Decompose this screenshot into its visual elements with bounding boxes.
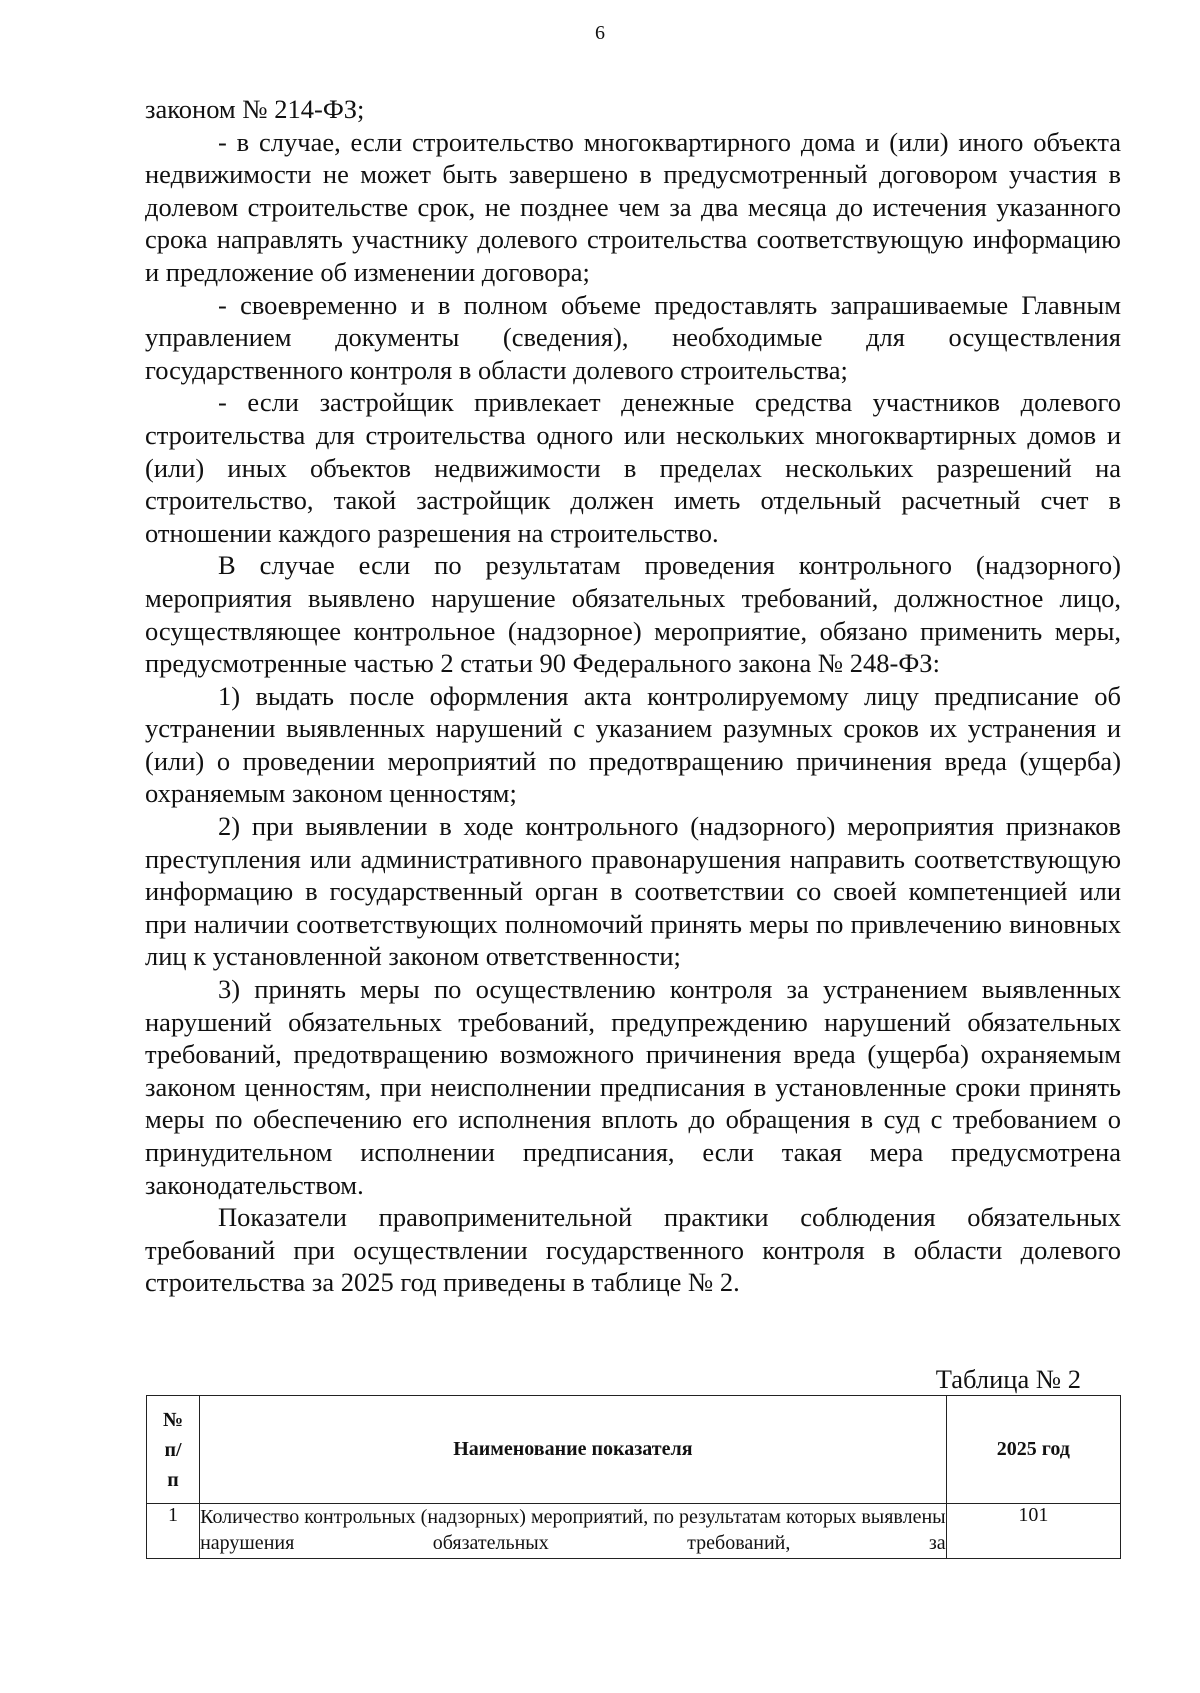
paragraph: Показатели правоприменительной практики соблюдения обязательных требований при осуществлении государственного контроля в области долевого строительства за 2025 год приведены в таблице № 2. (145, 1202, 1121, 1298)
paragraph: - в случае, если строительство многоквартирного дома и (или) иного объекта недвижимости не может быть завершено в предусмотренный договором участия в долевом строительстве срок, не позднее чем за два месяца до истечения указанного срока направлять участнику долевого строительства соответствующую информацию и предложение об изменении договора; (145, 126, 1122, 287)
paragraph: - своевременно и в полном объеме предоставлять запрашиваемые Главным управлением документы (сведения), необходимые для осуществления государственного контроля в области долевого строительства; (145, 289, 1121, 385)
paragraph: законом № 214-ФЗ; (145, 94, 365, 124)
page-number: 6 (595, 22, 605, 44)
paragraph: 3) принять меры по осуществлению контроля за устранением выявленных нарушений обязательных требований, предупреждению нарушений обязательных требований, предотвращению возможного причинения вреда (ущерба) охраняемым законом ценностям, при неисполнении предписания в установленные сроки принять меры по обеспечению его исполнения вплоть до обращения в суд с требованием о принудительном исполнении предписания, если такая мера предусмотрена законодательством. (145, 974, 1122, 1200)
row-number: 1 (147, 1504, 200, 1559)
header-number: № п/ п (147, 1396, 200, 1504)
row-indicator-name: Количество контрольных (надзорных) мероприятий, по результатам которых выявлены нарушения обязательных требований, за (200, 1504, 947, 1559)
row-value: 101 (946, 1504, 1120, 1559)
indicators-table (146, 1395, 1121, 1559)
header-indicator-name: Наименование показателя (200, 1396, 947, 1504)
table-caption: Таблица № 2 (935, 1364, 1081, 1394)
table-header-row (147, 1396, 1121, 1504)
paragraph: 1) выдать после оформления акта контролируемому лицу предписание об устранении выявленных нарушений с указанием разумных сроков их устранения и (или) о проведении мероприятий по предотвращению причинения вреда (ущерба) охраняемым законом ценностям; (145, 680, 1122, 809)
paragraph: В случае если по результатам проведения контрольного (надзорного) мероприятия выявлено нарушение обязательных требований, должностное лицо, осуществляющее контрольное (надзорное) мероприятие, обязано применить меры, предусмотренные частью 2 статьи 90 Федерального закона № 248-ФЗ: (145, 550, 1122, 679)
document-body (145, 93, 1121, 1299)
table-row (147, 1504, 1121, 1559)
paragraph: 2) при выявлении в ходе контрольного (надзорного) мероприятия признаков преступления или административного правонарушения направить соответствующую информацию в государственный орган в соответствии со своей компетенцией или при наличии соответствующих полномочий принять меры по привлечению виновных лиц к установленной законом ответственности; (145, 811, 1122, 972)
header-year: 2025 год (946, 1396, 1120, 1504)
paragraph: - если застройщик привлекает денежные средства участников долевого строительства для строительства одного или нескольких многоквартирных домов и (или) иных объектов недвижимости в пределах нескольких разрешений на строительство, такой застройщик должен иметь отдельный расчетный счет в отношении каждого разрешения на строительство. (145, 387, 1122, 548)
